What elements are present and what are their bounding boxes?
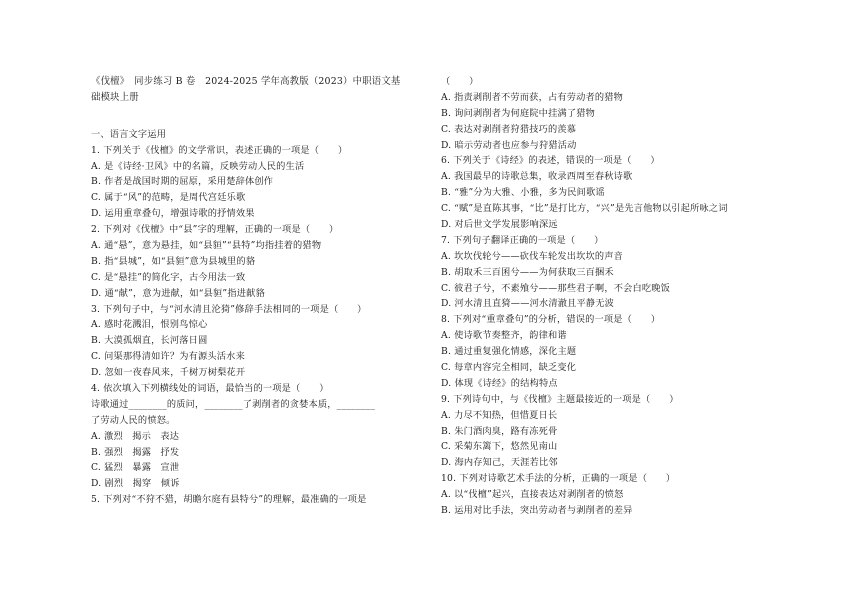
question-2-option-d: D. 通“献”，意为进献，如“县貆”指进献貉 xyxy=(91,287,265,299)
question-8-option-c: C. 每章内容完全相同，缺乏变化 xyxy=(441,362,577,374)
question-4-option-c: C. 猛烈 暴露 宣泄 xyxy=(91,462,180,474)
question-8-option-b: B. 通过重复强化情感，深化主题 xyxy=(441,346,577,358)
question-5-option-a: A. 指责剥削者不劳而获，占有劳动者的猎物 xyxy=(441,91,624,103)
document-title-line-2: 础模块上册 xyxy=(91,91,139,103)
question-7-option-d: D. 河水清且直猗——河水清澈且平静无波 xyxy=(441,298,615,310)
right-column xyxy=(441,74,776,519)
question-1-option-c: C. 属于“风”的范畴，是周代宫廷乐歌 xyxy=(91,192,246,204)
question-7-option-a: A. 坎坎伐轮兮——砍伐车轮发出坎坎的声音 xyxy=(441,250,624,262)
question-4-option-d: D. 剧烈 揭穿 倾诉 xyxy=(91,478,180,490)
question-8-option-d: D. 体现《诗经》的结构特点 xyxy=(441,377,558,389)
question-8-option-a: A. 使诗歌节奏整齐，韵律和谐 xyxy=(441,330,567,342)
question-3-stem: 3. 下列句子中，与“河水清且沦猗”修辞手法相同的一项是（ ） xyxy=(91,303,367,315)
document-title-line-1: 《伐檀》 同步练习 B 卷 2024-2025 学年高教版（2023）中职语文基 xyxy=(91,76,401,87)
question-10-stem: 10. 下列对诗歌艺术手法的分析，正确的一项是（ ） xyxy=(441,473,676,485)
question-8-stem: 8. 下列对“重章叠句”的分析，错误的一项是（ ） xyxy=(441,314,661,326)
question-2-stem: 2. 下列对《伐檀》中“县”字的理解，正确的一项是（ ） xyxy=(91,224,339,236)
question-9-option-a: A. 力尽不知热，但惜夏日长 xyxy=(441,409,558,421)
question-7-stem: 7. 下列句子翻译正确的一项是（ ） xyxy=(441,234,604,246)
question-9-option-b: B. 朱门酒肉臭，路有冻死骨 xyxy=(441,425,558,437)
question-4-stem: 4. 依次填入下列横线处的词语，最恰当的一项是（ ） xyxy=(91,383,329,395)
question-1-option-b: B. 作者是战国时期的屈原，采用楚辞体创作 xyxy=(91,176,274,188)
question-6-option-b: B. “雅”分为大雅、小雅，多为民间歌谣 xyxy=(441,187,605,199)
question-6-option-d: D. 对后世文学发展影响深远 xyxy=(441,219,558,231)
question-3-option-d: D. 忽如一夜春风来，千树万树梨花开 xyxy=(91,367,246,379)
question-5-stem-continued: （ ） xyxy=(441,76,479,87)
question-10-option-b: B. 运用对比手法，突出劳动者与剥削者的差异 xyxy=(441,505,633,517)
question-2-option-a: A. 通“悬”，意为悬挂，如“县貆”“县特”均指挂着的猎物 xyxy=(91,240,322,252)
question-4-passage-line-2: 了劳动人民的愤怒。 xyxy=(91,414,176,426)
question-4-passage-line-1: 诗歌通过________的质问，________了剥削者的贪婪本质，________ xyxy=(91,398,376,410)
question-5-stem: 5. 下列对“不狩不猎，胡瞻尔庭有县特兮”的理解，最准确的一项是 xyxy=(91,494,367,506)
question-6-option-c: C. “赋”是直陈其事，“比”是打比方，“兴”是先言他物以引起所咏之词 xyxy=(441,203,728,215)
question-9-stem: 9. 下列诗句中，与《伐檀》主题最接近的一项是（ ） xyxy=(441,393,679,405)
question-9-option-c: C. 采菊东篱下，悠然见南山 xyxy=(441,441,558,453)
question-9-option-d: D. 海内存知己，天涯若比邻 xyxy=(441,457,558,469)
question-6-option-a: A. 我国最早的诗歌总集，收录西周至春秋诗歌 xyxy=(441,171,633,183)
question-6-stem: 6. 下列关于《诗经》的表述，错误的一项是（ ） xyxy=(441,155,660,167)
question-3-option-c: C. 问渠那得清如许？为有源头活水来 xyxy=(91,351,245,363)
question-7-option-b: B. 胡取禾三百囷兮——为何获取三百捆禾 xyxy=(441,266,614,278)
blank-space xyxy=(91,106,423,123)
question-7-option-c: C. 彼君子兮，不素飧兮——那些君子啊，不会白吃晚饭 xyxy=(441,282,671,294)
question-2-option-b: B. 指“县城”，如“县貆”意为县城里的貉 xyxy=(91,255,256,267)
question-2-option-c: C. 是“悬挂”的简化字，古今用法一致 xyxy=(91,271,246,283)
question-5-option-b: B. 询问剥削者为何庭院中挂满了猎物 xyxy=(441,107,596,119)
question-5-option-c: C. 表达对剥削者狩猎技巧的羡慕 xyxy=(441,123,577,135)
question-1-stem: 1. 下列关于《伐檀》的文学常识，表述正确的一项是（ ） xyxy=(91,144,348,156)
section-heading: 一、语言文字运用 xyxy=(91,128,167,140)
question-4-option-a: A. 激烈 揭示 表达 xyxy=(91,430,180,442)
question-5-option-d: D. 暗示劳动者也应参与狩猎活动 xyxy=(441,139,577,151)
question-3-option-a: A. 感时花溅泪，恨别鸟惊心 xyxy=(91,319,208,331)
question-4-option-b: B. 强烈 揭露 抒发 xyxy=(91,446,180,458)
left-column xyxy=(91,74,423,508)
question-1-option-d: D. 运用重章叠句，增强诗歌的抒情效果 xyxy=(91,208,255,220)
question-10-option-a: A. 以“伐檀”起兴，直接表达对剥削者的愤怒 xyxy=(441,489,624,501)
question-1-option-a: A. 是《诗经·卫风》中的名篇，反映劳动人民的生活 xyxy=(91,160,305,172)
question-3-option-b: B. 大漠孤烟直，长河落日圆 xyxy=(91,335,208,347)
